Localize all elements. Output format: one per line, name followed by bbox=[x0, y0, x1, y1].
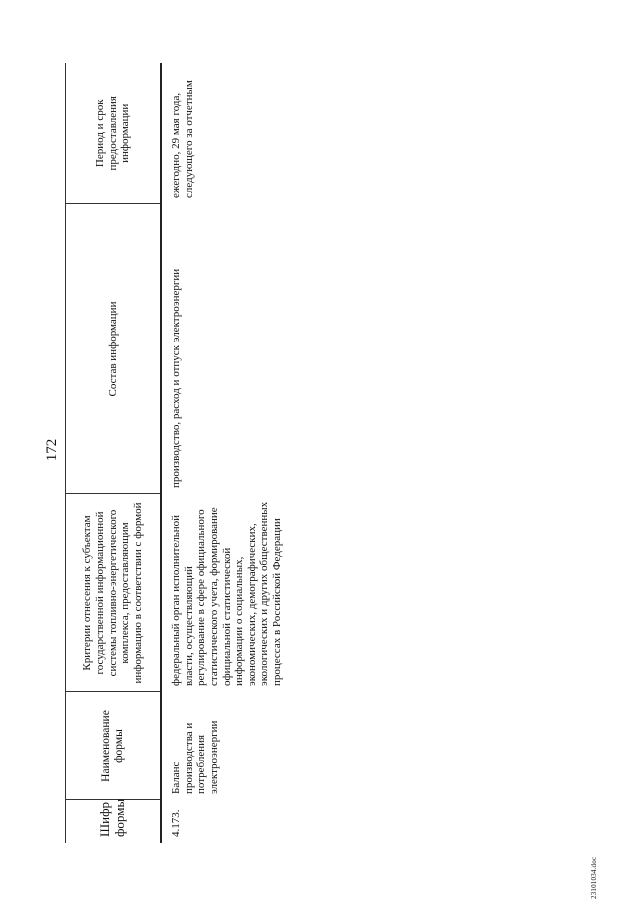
header-composition: Состав информации bbox=[66, 204, 162, 494]
table-row bbox=[161, 63, 288, 843]
document-code: 23101034.doc bbox=[590, 856, 598, 899]
header-period: Период и срок предоставления информации bbox=[66, 63, 162, 204]
cell-form-code: 4.173. bbox=[170, 809, 182, 837]
header-form-code: Шифр формы bbox=[66, 800, 162, 843]
cell-criteria: федеральный орган исполнительной власти, осуществляющий регулирование в сфере официального статистического учета, формирование официальной статистической информации о социальных, экономических, демографических, экологических и других общественных процессах в Российской Федерации bbox=[170, 501, 284, 686]
cell-composition: производство, расход и отпуск электроэнергии bbox=[170, 268, 182, 488]
header-criteria: Критерии отнесения к субъектам государственной информационной системы топливно-энергетического комплекса, предоставляющим информацию в соответствии с формой bbox=[66, 494, 162, 692]
cell-period: ежегодно, 29 мая года, следующего за отчетным bbox=[170, 80, 195, 198]
page-number: 172 bbox=[44, 438, 60, 462]
header-form-name: Наименование формы bbox=[66, 692, 162, 800]
table-header-row bbox=[66, 63, 162, 843]
forms-table bbox=[65, 63, 288, 843]
cell-form-name: Баланс производства и потребления электроэнергии bbox=[170, 720, 220, 794]
